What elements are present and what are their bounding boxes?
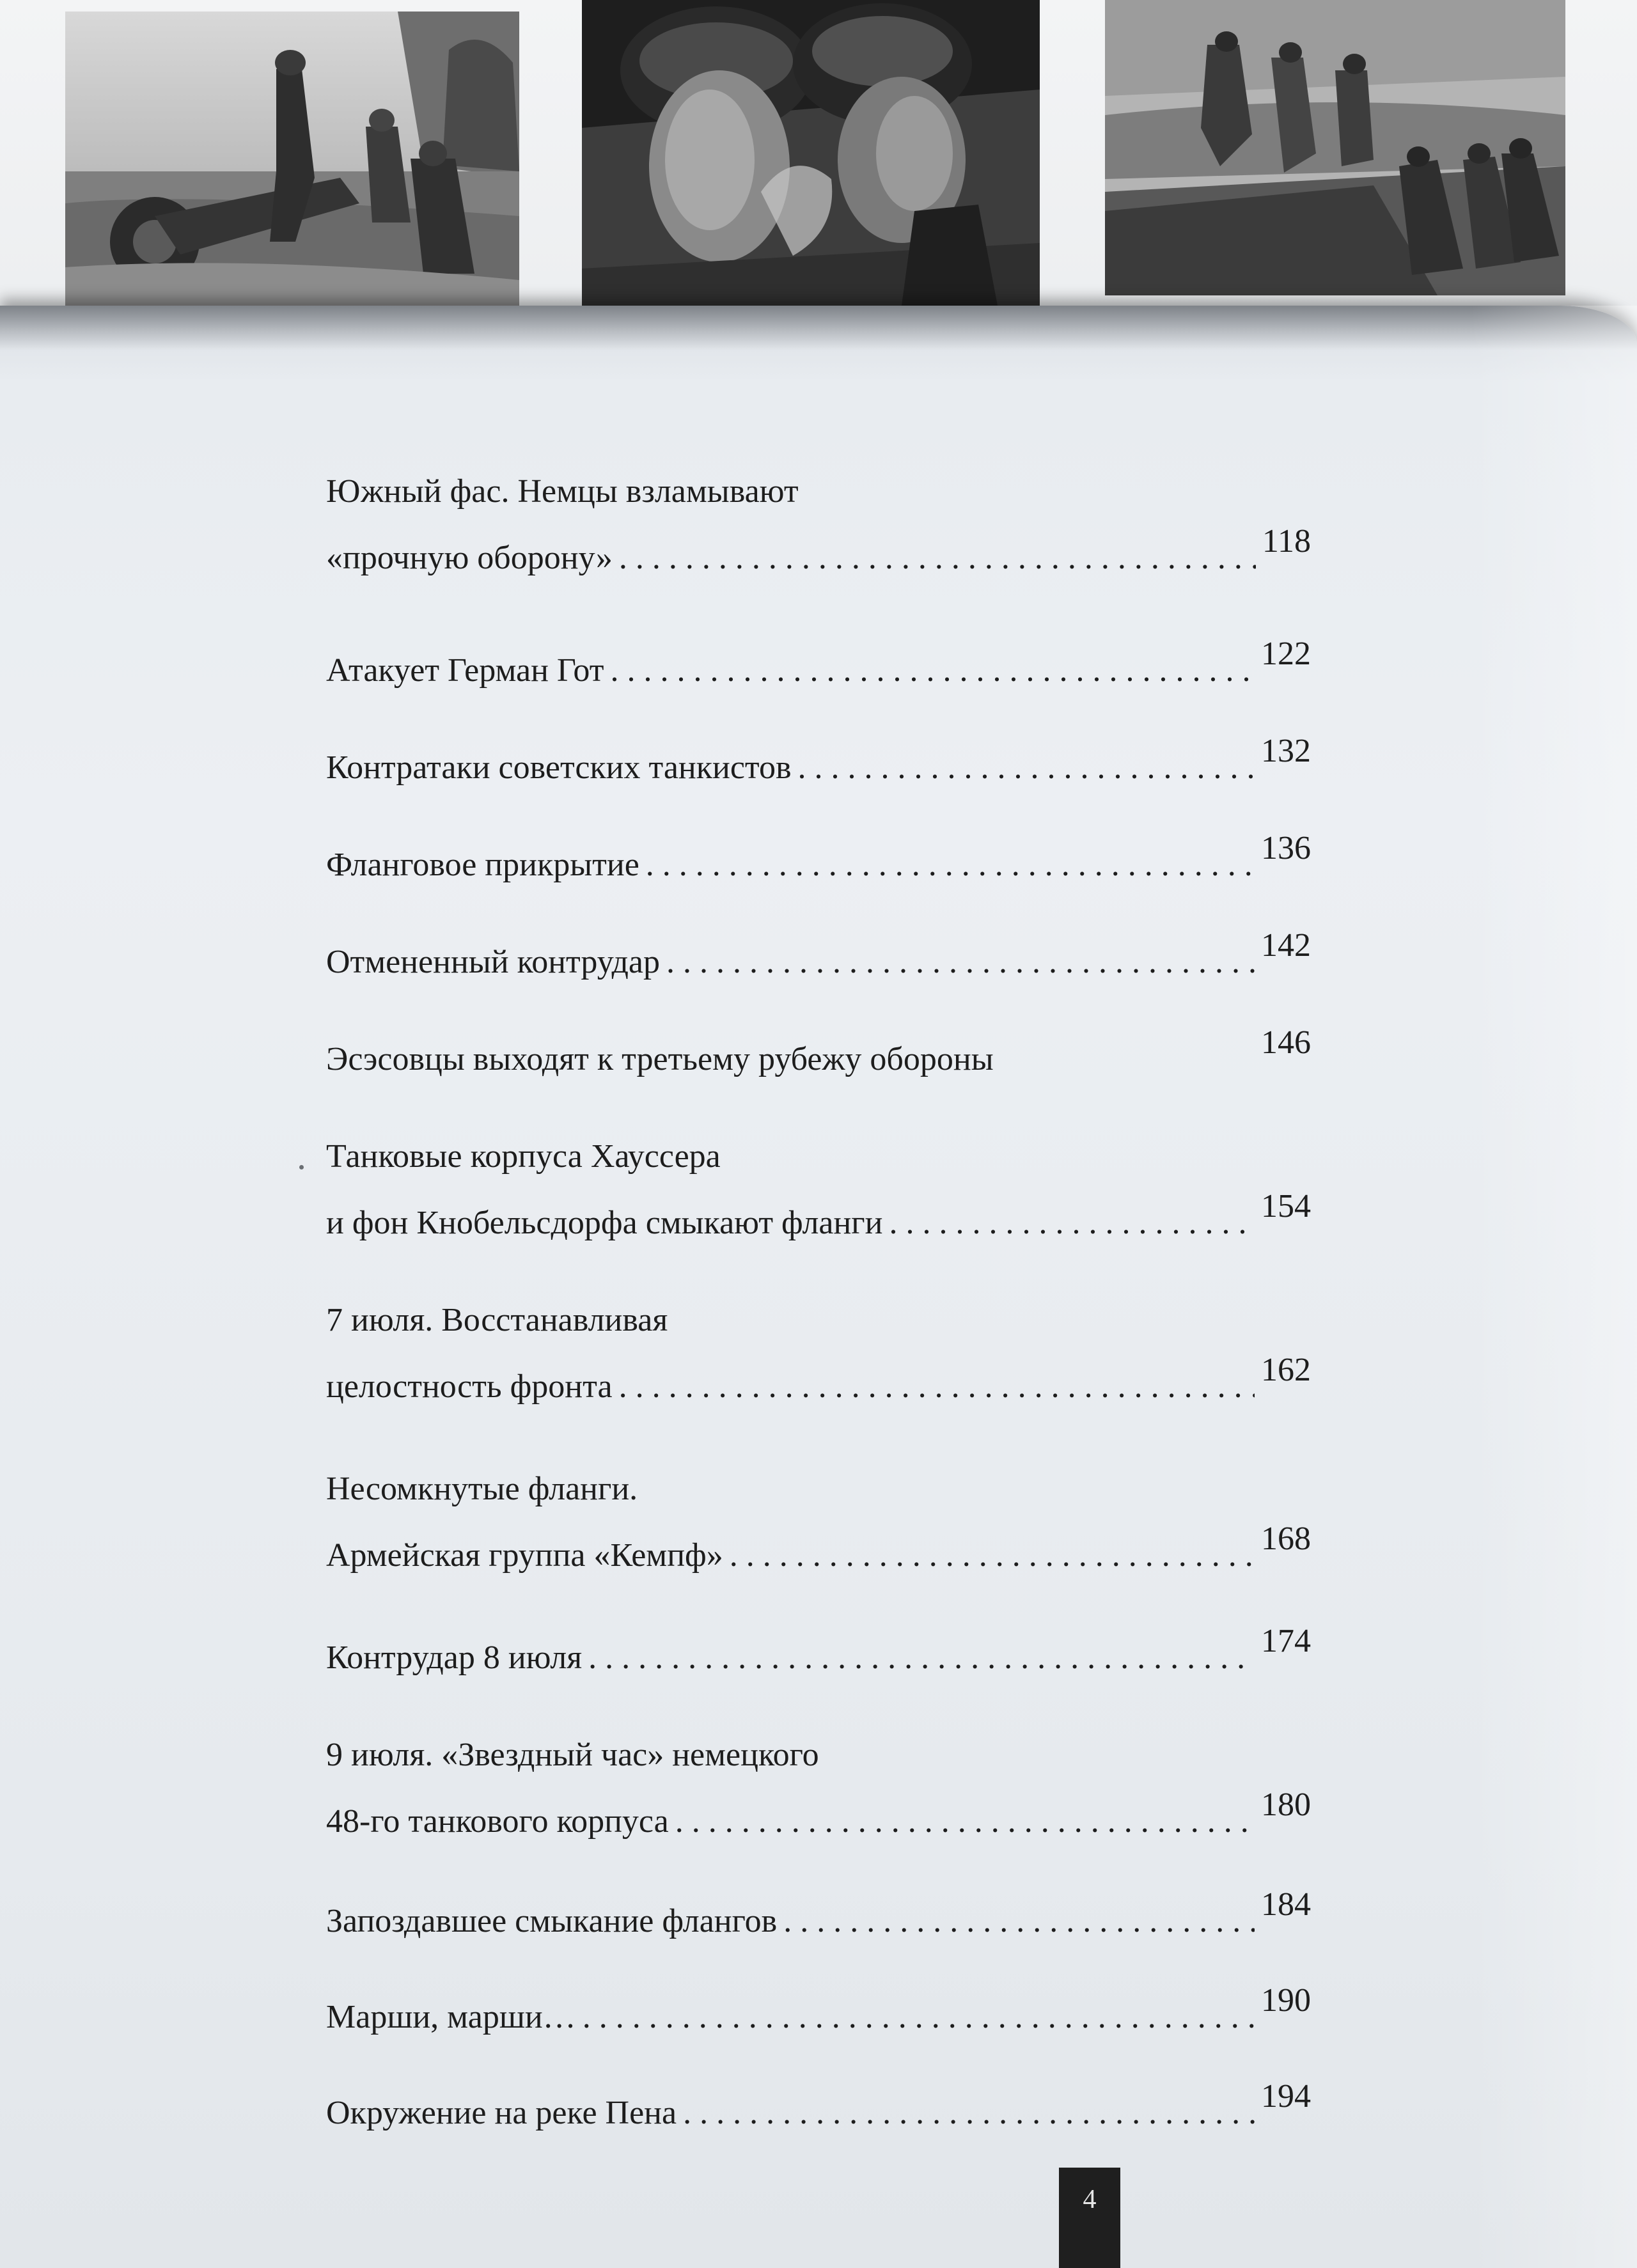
toc-entry-title: Контратаки советских танкистов [326, 749, 792, 786]
toc-entry-page: 132 [1261, 733, 1311, 769]
toc-entry [326, 1138, 1311, 1242]
toc-entry-title: и фон Кнобельсдорфа смыкают фланги [326, 1205, 883, 1241]
toc-entry-title: Несомкнутые фланги. [326, 1471, 638, 1507]
toc-entry [326, 733, 1311, 786]
toc-entry-title: Армейская группа «Кемпф» [326, 1537, 723, 1574]
toc-entry-title: Запоздавшее смыкание флангов [326, 1903, 778, 1939]
toc-entry-page: 174 [1261, 1623, 1311, 1659]
toc-entry-page: 180 [1261, 1787, 1311, 1823]
toc-entry [326, 473, 1311, 577]
toc-entry [326, 927, 1311, 981]
toc-entry-page: 190 [1261, 1982, 1311, 2019]
toc-entry-title: Отмененный контрудар [326, 944, 660, 980]
dot-leader [610, 652, 1255, 689]
toc-entry-title: Марши, марши… [326, 1999, 576, 2035]
toc-entry [326, 1024, 1311, 1078]
toc-entry [326, 1982, 1311, 2036]
dot-leader [588, 1639, 1255, 1677]
toc-entry-title: Контрудар 8 июля [326, 1639, 583, 1676]
toc-entry [326, 1623, 1311, 1677]
toc-entry-title: Танковые корпуса Хауссера [326, 1138, 721, 1175]
toc-entry-title: Фланговое прикрытие [326, 847, 639, 883]
toc-entry-page: 118 [1262, 523, 1311, 559]
toc-entry [326, 2078, 1311, 2132]
toc-entry [326, 636, 1311, 689]
page-number: 4 [1083, 2185, 1097, 2214]
dot-leader [675, 1803, 1255, 1840]
toc-entry-page: 122 [1261, 636, 1311, 672]
artillery-crew-photo [65, 12, 519, 322]
toc-entry-title: Эсэсовцы выходят к третьему рубежу обороны [326, 1041, 994, 1077]
dot-leader [783, 1903, 1255, 1940]
toc-entry [326, 1886, 1311, 1940]
paper-speck [299, 1165, 304, 1169]
dot-leader [889, 1205, 1255, 1242]
toc-entry-title: Окружение на реке Пена [326, 2095, 677, 2131]
toc-entry [326, 830, 1311, 884]
soldiers-on-tank-photo [1105, 0, 1565, 295]
toc-entry-page: 142 [1261, 927, 1311, 964]
toc-entry-title: 9 июля. «Звездный час» немецкого [326, 1737, 819, 1773]
page-sheet [0, 306, 1637, 2268]
toc-entry [326, 1737, 1311, 1840]
dot-leader [619, 540, 1256, 577]
toc-entry [326, 1302, 1311, 1405]
page-number-tab [1059, 2168, 1120, 2268]
toc-entry-title: Южный фас. Немцы взламывают [326, 473, 799, 510]
toc-entry-title: целостность фронта [326, 1368, 613, 1405]
toc-entry-page: 162 [1261, 1352, 1311, 1388]
toc-entry-page: 168 [1261, 1521, 1311, 1557]
dot-leader [666, 944, 1255, 981]
toc-entry-page: 184 [1261, 1886, 1311, 1923]
photo-strip [0, 0, 1637, 332]
toc-entry-title: Атакует Герман Гот [326, 652, 604, 689]
dot-leader [730, 1537, 1255, 1574]
dot-leader [583, 1999, 1255, 2036]
toc-entry-title: 48-го танкового корпуса [326, 1803, 669, 1840]
toc-entry-title: «прочную оборону» [326, 540, 613, 576]
toc-entry-page: 146 [1261, 1024, 1311, 1061]
toc-entry-title: 7 июля. Восстанавливая [326, 1302, 668, 1338]
dot-leader [798, 749, 1255, 786]
dot-leader [683, 2095, 1255, 2132]
toc-entry-page: 136 [1261, 830, 1311, 866]
toc-entry [326, 1471, 1311, 1574]
dot-leader [646, 847, 1255, 884]
dot-leader [619, 1368, 1255, 1405]
toc-entry-page: 194 [1261, 2078, 1311, 2115]
toc-entry-page: 154 [1261, 1188, 1311, 1224]
soldiers-smoking-photo [582, 0, 1040, 306]
